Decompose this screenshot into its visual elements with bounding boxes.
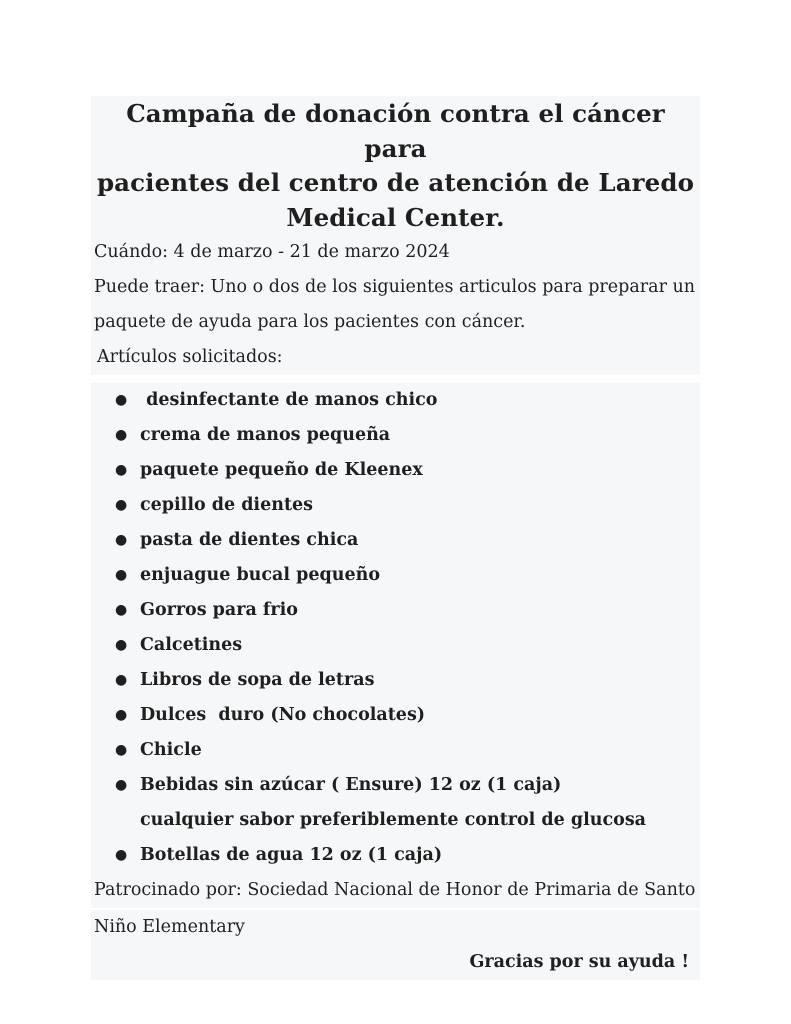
bullet-icon: ● xyxy=(115,707,128,723)
list-item xyxy=(91,663,700,698)
list-item-text: Calcetines xyxy=(140,635,243,655)
when-line: Cuándo: 4 de marzo - 21 de marzo 2024 xyxy=(91,235,700,270)
requested-items-list xyxy=(91,383,700,873)
list-item xyxy=(91,628,700,663)
bullet-icon: ● xyxy=(115,497,128,513)
bullet-icon: ● xyxy=(115,392,128,408)
list-item xyxy=(91,488,700,523)
list-item-text: enjuague bucal pequeño xyxy=(140,565,380,585)
flyer-document xyxy=(91,96,700,980)
bring-line-2: paquete de ayuda para los pacientes con cáncer. xyxy=(91,305,700,340)
sponsor-line-2: Niño Elementary xyxy=(91,910,700,945)
list-item-text: desinfectante de manos chico xyxy=(140,390,438,410)
list-item xyxy=(91,418,700,453)
list-item-text: paquete pequeño de Kleenex xyxy=(140,460,423,480)
bullet-icon: ● xyxy=(115,602,128,618)
thanks-line: Gracias por su ayuda ! xyxy=(91,945,700,980)
title-line: Medical Center. xyxy=(286,202,505,232)
bullet-icon: ● xyxy=(115,742,128,758)
list-item-text: Bebidas sin azúcar ( Ensure) 12 oz (1 caja) cualquier sabor preferiblemente control de glucosa xyxy=(140,775,647,830)
spacer xyxy=(91,375,700,383)
list-item xyxy=(91,593,700,628)
list-item xyxy=(91,558,700,593)
list-item xyxy=(91,698,700,733)
list-item-text: cepillo de dientes xyxy=(140,495,314,515)
title-block xyxy=(91,96,700,235)
bullet-icon: ● xyxy=(115,532,128,548)
list-item xyxy=(91,733,700,768)
bullet-icon: ● xyxy=(115,847,128,863)
title-line: Campaña de donación contra el cáncer para xyxy=(126,99,665,163)
list-item xyxy=(91,523,700,558)
list-item xyxy=(91,453,700,488)
list-item-text: Dulces duro (No chocolates) xyxy=(140,705,426,725)
list-item-text: Libros de sopa de letras xyxy=(140,670,375,690)
bullet-icon: ● xyxy=(115,567,128,583)
list-item-text: pasta de dientes chica xyxy=(140,530,359,550)
list-item-text: crema de manos pequeña xyxy=(140,425,391,445)
sponsor-line-1: Patrocinado por: Sociedad Nacional de Honor de Primaria de Santo xyxy=(91,873,700,908)
bullet-icon: ● xyxy=(115,637,128,653)
list-item-text: Chicle xyxy=(140,740,202,760)
page-title xyxy=(91,96,700,235)
list-item xyxy=(91,383,700,418)
bullet-icon: ● xyxy=(115,462,128,478)
bullet-icon: ● xyxy=(115,427,128,443)
bring-line-1: Puede traer: Uno o dos de los siguientes articulos para preparar un xyxy=(91,270,700,305)
list-item xyxy=(91,768,700,838)
list-item xyxy=(91,838,700,873)
title-line: pacientes del centro de atención de Laredo xyxy=(96,168,695,197)
requested-heading: Artículos solicitados: xyxy=(91,340,700,375)
bullet-icon: ● xyxy=(115,672,128,688)
list-item-text: Gorros para frio xyxy=(140,600,298,620)
bullet-icon: ● xyxy=(115,777,128,793)
list-item-text: Botellas de agua 12 oz (1 caja) xyxy=(140,845,443,865)
